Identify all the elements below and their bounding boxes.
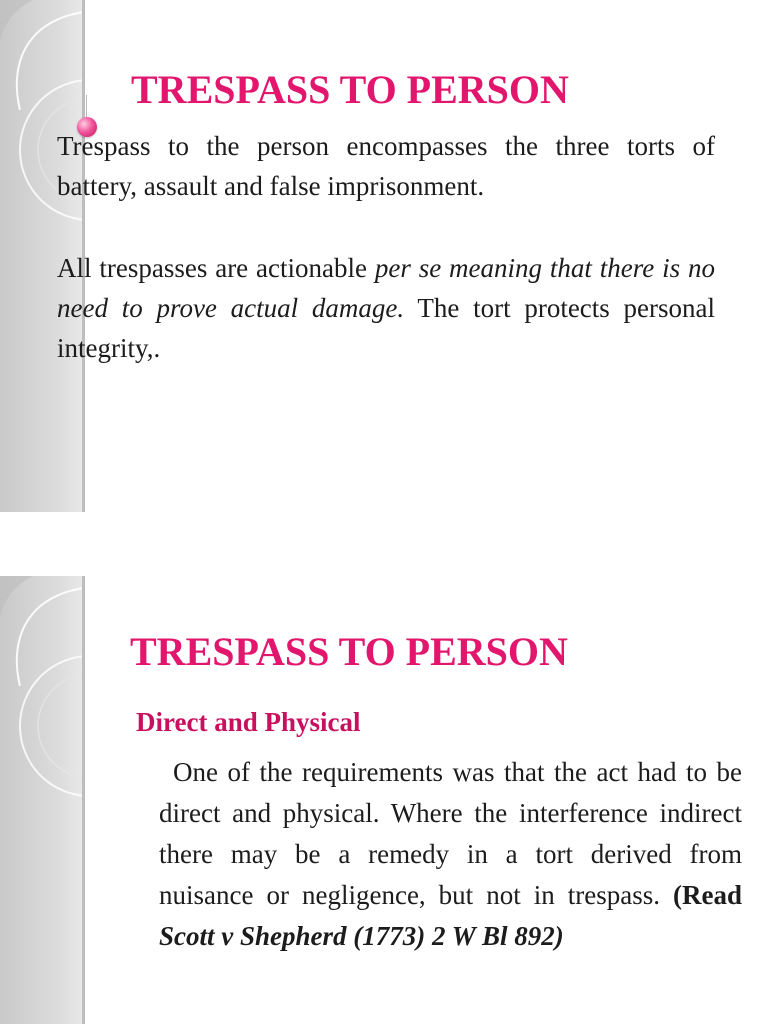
slide-gap [0, 512, 768, 576]
sidebar-edge-2 [82, 576, 85, 1024]
case-citation: Scott v Shepherd (1773) 2 W Bl 892) [159, 921, 564, 951]
per-se-italic: per se meaning that there is no need to prove actual damage. [57, 253, 715, 323]
slide-2-title: TRESPASS TO PERSON [130, 629, 568, 674]
sidebar-decoration-2 [0, 576, 84, 1024]
swirl-decoration-icon [0, 576, 84, 1024]
intro-paragraph: Trespass to the person encompasses the three torts of battery, assault and false imprisonment. [57, 131, 715, 201]
bead-string [86, 95, 87, 119]
actionable-text: All trespasses are actionable [57, 253, 375, 283]
actionable-paragraph [57, 248, 715, 368]
read-label: (Read [673, 880, 742, 910]
requirements-text: One of the requirements was that the act had to be direct and physical. Where the interference indirect there may be a remedy in a tort derived from nuisance or negligence, but not in trespass. [159, 757, 742, 910]
slide-title: TRESPASS TO PERSON [131, 67, 569, 112]
direct-physical-heading: Direct and Physical [136, 707, 361, 737]
requirements-paragraph [159, 752, 742, 957]
integrity-text: The tort protects personal integrity,. [57, 293, 715, 363]
